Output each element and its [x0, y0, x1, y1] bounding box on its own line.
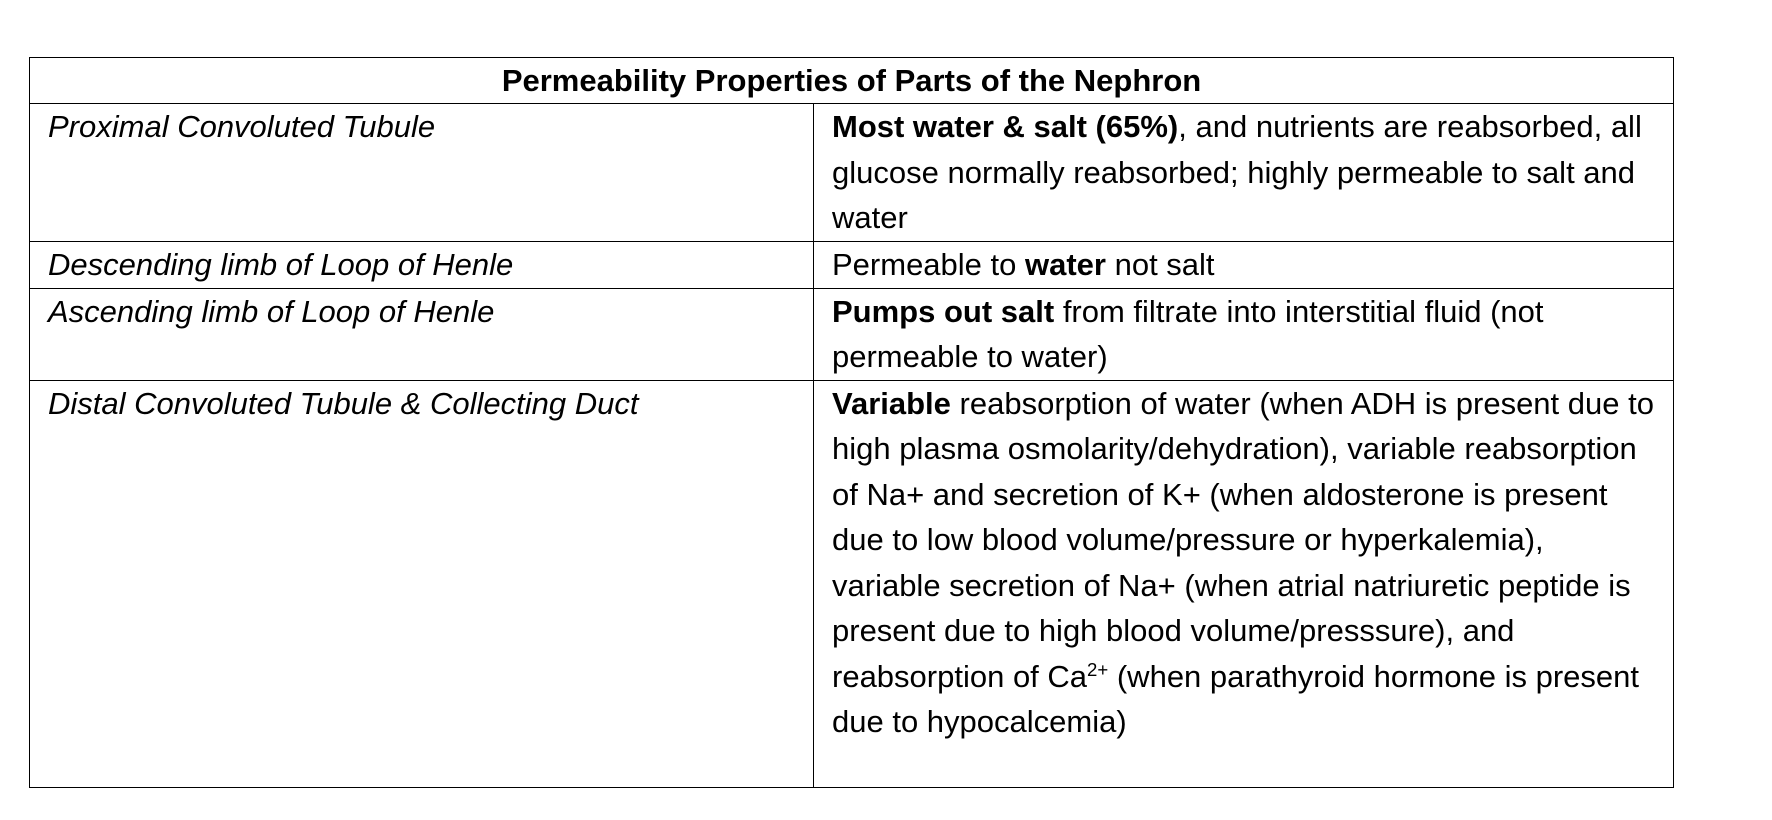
nephron-part: Distal Convoluted Tubule & Collecting Duct — [30, 380, 814, 787]
description-text: (when parathyroid hormone is present due to hypocalcemia) — [832, 658, 1639, 739]
description-text: , and nutrients are reabsorbed, all glucose normally reabsorbed; highly permeable to salt and water — [832, 109, 1642, 235]
nephron-part: Descending limb of Loop of Henle — [30, 241, 814, 288]
nephron-part: Ascending limb of Loop of Henle — [30, 288, 814, 380]
table-row — [30, 241, 1674, 288]
description-emphasis: Variable — [832, 385, 951, 421]
description-text: from filtrate into interstitial fluid (not permeable to water) — [832, 293, 1544, 374]
description-text: not salt — [1105, 246, 1215, 282]
table-row — [30, 104, 1674, 242]
table-row — [30, 380, 1674, 787]
permeability-description — [814, 104, 1674, 242]
nephron-part: Proximal Convoluted Tubule — [30, 104, 814, 242]
description-text: Permeable to — [832, 246, 1025, 282]
description-emphasis: water — [1025, 246, 1106, 282]
permeability-description — [814, 288, 1674, 380]
table-title: Permeability Properties of Parts of the Nephron — [30, 58, 1674, 104]
superscript-charge: 2+ — [1087, 658, 1109, 680]
description-emphasis: Pumps out salt — [832, 293, 1055, 329]
table-row — [30, 288, 1674, 380]
description-emphasis: Most water & salt (65%) — [832, 109, 1179, 144]
description-text: reabsorption of water (when ADH is present due to high plasma osmolarity/dehydration), variable reabsorption of Na+ and secretion of K+ (when aldosterone is present due to low blood volume/pressure or hyperkalemia), variable secretion of Na+ (when atrial natriuretic peptide is present due to high blood volume/presssure), and reabsorption of Ca — [832, 385, 1654, 694]
table-title-row — [30, 58, 1674, 104]
permeability-description — [814, 380, 1674, 787]
permeability-description — [814, 241, 1674, 288]
nephron-permeability-table — [29, 57, 1674, 788]
